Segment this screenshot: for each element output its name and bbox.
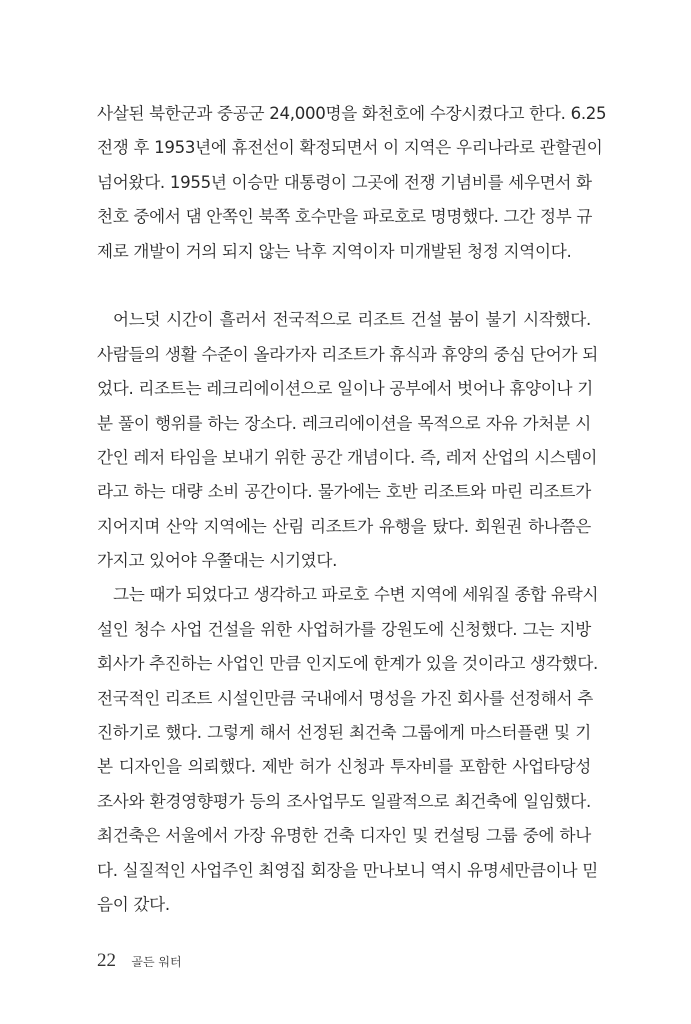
text-line: 었다. 리조트는 레크리에이션으로 일이나 공부에서 벗어나 휴양이나 기	[97, 379, 593, 399]
text-line: 간인 레저 타임을 보내기 위한 공간 개념이다. 즉, 레저 산업의 시스템이	[97, 447, 598, 467]
paragraph-2	[97, 303, 598, 578]
text-line: 설인 청수 사업 건설을 위한 사업허가를 강원도에 신청했다. 그는 지방	[97, 619, 591, 639]
text-line: 전쟁 후 1953년에 휴전선이 확정되면서 이 지역은 우리나라로 관할권이	[97, 138, 603, 158]
text-line: 본 디자인을 의뢰했다. 제반 허가 신청과 투자비를 포함한 사업타당성	[97, 757, 591, 777]
text-line: 조사와 환경영향평가 등의 조사업무도 일괄적으로 최건축에 일임했다.	[97, 791, 591, 811]
paragraph-1	[97, 97, 607, 269]
text-line: 제로 개발이 거의 되지 않는 낙후 지역이자 미개발된 청정 지역이다.	[97, 241, 572, 261]
paragraph-gap	[97, 269, 591, 303]
text-line: 최건축은 서울에서 가장 유명한 건축 디자인 및 컨설팅 그룹 중에 하나	[97, 826, 591, 846]
text-line: 사살된 북한군과 중공군 24,000명을 화천호에 수장시켰다고 한다. 6.25	[97, 104, 607, 123]
text-line: 진하기로 했다. 그렇게 해서 선정된 최건축 그룹에게 마스터플랜 및 기	[97, 723, 591, 743]
text-line: 다. 실질적인 사업주인 최영집 회장을 만나보니 역시 유명세만큼이나 믿	[97, 860, 598, 880]
paragraph-3	[97, 578, 599, 922]
text-line: 라고 하는 대량 소비 공간이다. 물가에는 호반 리조트와 마린 리조트가	[97, 482, 591, 502]
text-line: 음이 갔다.	[97, 894, 170, 914]
page-footer	[97, 950, 182, 972]
text-line: 넘어왔다. 1955년 이승만 대통령이 그곳에 전쟁 기념비를 세우면서 화	[97, 172, 592, 192]
body-text	[97, 97, 607, 922]
text-line: 그는 때가 되었다고 생각하고 파로호 수변 지역에 세워질 종합 유락시	[113, 585, 599, 605]
text-line: 지어지며 산악 지역에는 산림 리조트가 유행을 탔다. 회원권 하나쯤은	[97, 516, 591, 536]
text-line: 분 풀이 행위를 하는 장소다. 레크리에이션을 목적으로 자유 가처분 시	[97, 413, 591, 433]
text-line: 전국적인 리조트 시설인만큼 국내에서 명성을 가진 회사를 선정해서 추	[97, 688, 593, 708]
text-line: 천호 중에서 댐 안쪽인 북쪽 호수만을 파로호로 명명했다. 그간 정부 규	[97, 207, 593, 227]
text-line: 어느덧 시간이 흘러서 전국적으로 리조트 건설 붐이 불기 시작했다.	[113, 310, 591, 330]
book-title: 골든 워터	[131, 955, 182, 969]
text-line: 가지고 있어야 우쭐대는 시기였다.	[97, 551, 338, 571]
text-line: 회사가 추진하는 사업인 만큼 인지도에 한계가 있을 것이라고 생각했다.	[97, 654, 598, 674]
page-number: 22	[97, 950, 116, 971]
text-line: 사람들의 생활 수준이 올라가자 리조트가 휴식과 휴양의 중심 단어가 되	[97, 344, 598, 364]
